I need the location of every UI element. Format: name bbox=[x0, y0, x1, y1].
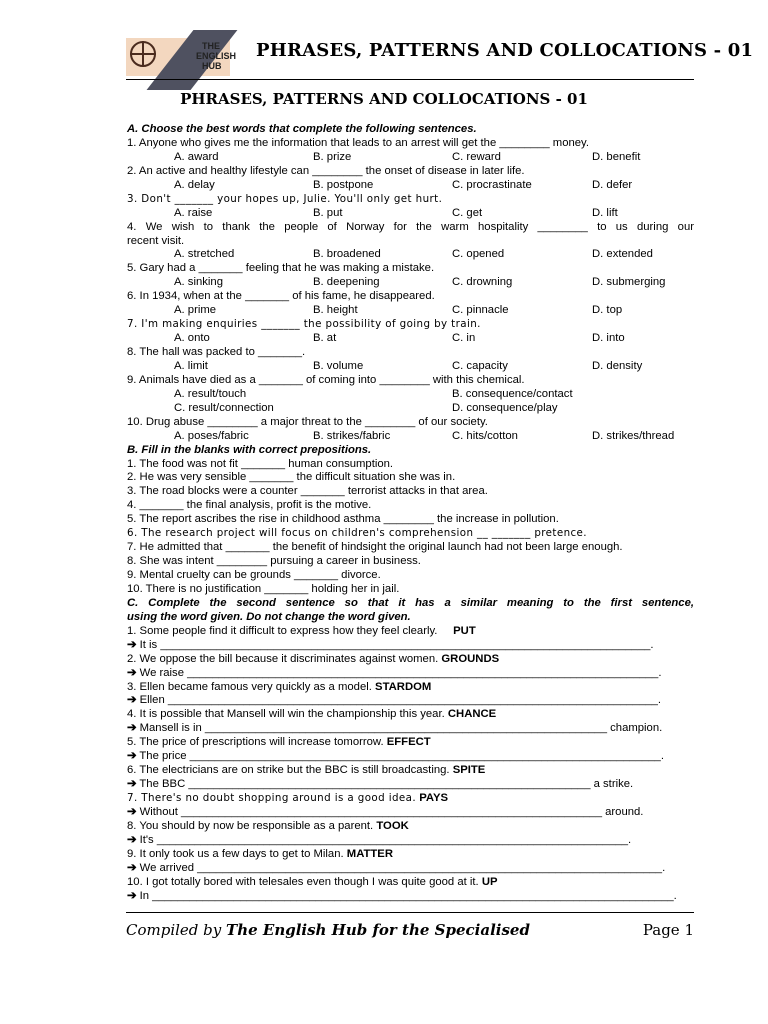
arrow-icon: ➔ bbox=[127, 889, 137, 902]
english-hub-logo bbox=[126, 38, 237, 76]
option: B. prize bbox=[313, 150, 352, 163]
question-b5: 5. The report ascribes the rise in childhood asthma ________ the increase in pollution. bbox=[127, 513, 559, 526]
question-a3: 3. Don't _______ your hopes up, Julie. You'll only get hurt. bbox=[127, 192, 443, 205]
options-a7 bbox=[127, 332, 694, 346]
option: A. onto bbox=[174, 332, 210, 345]
arrow-icon: ➔ bbox=[127, 833, 137, 846]
keyword: SPITE bbox=[452, 764, 486, 777]
question-c4 bbox=[127, 708, 694, 722]
option: A. prime bbox=[174, 304, 217, 317]
arrow-icon: ➔ bbox=[127, 805, 137, 818]
question-c1 bbox=[127, 625, 694, 639]
keyword: UP bbox=[481, 875, 498, 888]
section-b-heading: B. Fill in the blanks with correct prepositions. bbox=[127, 443, 372, 456]
section-a-heading: A. Choose the best words that complete the following sentences. bbox=[127, 123, 477, 135]
question-a6: 6. In 1934, when at the _______ of his fame, he disappeared. bbox=[127, 290, 435, 303]
question-text: 10. I got totally bored with telesales even though I was quite good at it. bbox=[127, 875, 479, 888]
answer-line: We arrived __________________________________________________________________________. bbox=[139, 861, 666, 874]
question-b1: 1. The food was not fit _______ human consumption. bbox=[127, 457, 394, 470]
option: C. hits/cotton bbox=[452, 429, 518, 442]
section-c-heading: C. Complete the second sentence so that it has a similar meaning to the first sentence, bbox=[127, 596, 694, 609]
answer-line: Without ___________________________________________________________________ around. bbox=[139, 805, 644, 818]
question-b8: 8. She was intent ________ pursuing a career in business. bbox=[127, 555, 421, 568]
section-c-heading-cont: using the word given. Do not change the word given. bbox=[127, 610, 411, 623]
worksheet-body bbox=[127, 123, 694, 904]
footer-rule bbox=[126, 912, 694, 913]
answer-line: In ___________________________________________________________________________________. bbox=[139, 889, 677, 902]
keyword: STARDOM bbox=[375, 680, 432, 693]
option: D. top bbox=[592, 304, 623, 317]
question-text: 5. The price of prescriptions will increase tomorrow. bbox=[127, 736, 384, 749]
footer-author: The English Hub for the Specialised bbox=[226, 921, 530, 939]
question-b9: 9. Mental cruelty can be grounds _______ divorce. bbox=[127, 569, 381, 581]
logo-text-the: THE bbox=[202, 41, 220, 51]
answer-line: Mansell is in ________________________________________________________________ champion. bbox=[139, 722, 663, 735]
option: D. lift bbox=[592, 206, 618, 219]
option: A. award bbox=[174, 150, 219, 163]
answer-line: It is ______________________________________________________________________________. bbox=[139, 638, 654, 651]
arrow-icon: ➔ bbox=[127, 778, 137, 791]
option: A. delay bbox=[174, 178, 215, 191]
option: A. limit bbox=[174, 359, 208, 372]
option: B. height bbox=[313, 304, 358, 317]
answer-c2 bbox=[127, 667, 694, 681]
question-a4: 4. We wish to thank the people of Norway for the warm hospitality ________ to us during our bbox=[127, 220, 694, 233]
option: A. result/touch bbox=[174, 387, 247, 400]
header-title: PHRASES, PATTERNS AND COLLOCATIONS - 01 bbox=[256, 40, 754, 61]
keyword: CHANCE bbox=[447, 708, 497, 721]
arrow-icon: ➔ bbox=[127, 694, 137, 707]
question-b6: 6. The research project will focus on children's comprehension __ _______ pretence. bbox=[127, 527, 587, 540]
options-a10 bbox=[127, 430, 694, 444]
answer-c5 bbox=[127, 750, 694, 764]
question-a1: 1. Anyone who gives me the information that leads to an arrest will get the ________ money. bbox=[127, 136, 589, 149]
option: A. raise bbox=[174, 206, 213, 219]
answer-c8 bbox=[127, 834, 694, 848]
option: C. procrastinate bbox=[452, 178, 532, 191]
option: A. sinking bbox=[174, 276, 223, 289]
options-a2 bbox=[127, 179, 694, 193]
page-number: Page 1 bbox=[642, 921, 694, 939]
question-a10: 10. Drug abuse ________ a major threat to the ________ of our society. bbox=[127, 415, 488, 428]
question-c5 bbox=[127, 736, 694, 750]
question-a7: 7. I'm making enquiries _______ the possibility of going by train. bbox=[127, 318, 481, 331]
option: B. volume bbox=[313, 359, 364, 372]
question-text: 9. It only took us a few days to get to Milan. bbox=[127, 847, 344, 860]
options-a1 bbox=[127, 151, 694, 165]
option: B. strikes/fabric bbox=[313, 429, 391, 442]
answer-c4 bbox=[127, 722, 694, 736]
question-text: 4. It is possible that Mansell will win the championship this year. bbox=[127, 708, 445, 721]
question-b3: 3. The road blocks were a counter _______ terrorist attacks in that area. bbox=[127, 485, 488, 498]
option: D. consequence/play bbox=[452, 401, 558, 414]
options-a3 bbox=[127, 207, 694, 221]
question-c7 bbox=[127, 792, 694, 806]
option: B. put bbox=[313, 206, 343, 219]
option: B. broadened bbox=[313, 248, 381, 261]
arrow-icon: ➔ bbox=[127, 638, 137, 651]
logo-text-hub: HUB bbox=[202, 61, 222, 71]
document-title: PHRASES, PATTERNS AND COLLOCATIONS - 01 bbox=[180, 90, 588, 108]
question-c3 bbox=[127, 681, 694, 695]
question-a2: 2. An active and healthy lifestyle can ________ the onset of disease in later life. bbox=[127, 164, 525, 177]
arrow-icon: ➔ bbox=[127, 750, 137, 763]
option: D. defer bbox=[592, 178, 633, 191]
keyword: PAYS bbox=[419, 792, 449, 804]
option: C. in bbox=[452, 332, 476, 345]
question-c9 bbox=[127, 848, 694, 862]
answer-c3 bbox=[127, 694, 694, 708]
keyword: EFFECT bbox=[386, 736, 431, 749]
arrow-icon: ➔ bbox=[127, 861, 137, 874]
answer-c7 bbox=[127, 806, 694, 820]
question-c10 bbox=[127, 876, 694, 890]
option: C. capacity bbox=[452, 359, 508, 372]
logo-text-english: ENGLISH bbox=[196, 51, 237, 61]
option: A. stretched bbox=[174, 248, 235, 261]
question-text: 6. The electricians are on strike but the BBC is still broadcasting. bbox=[127, 764, 450, 777]
compass-icon bbox=[130, 41, 156, 67]
options-a8 bbox=[127, 360, 694, 374]
option: C. drowning bbox=[452, 276, 513, 289]
question-b4: 4. _______ the final analysis, profit is the motive. bbox=[127, 499, 372, 512]
answer-c1 bbox=[127, 639, 694, 653]
options-a4 bbox=[127, 248, 694, 262]
option: D. extended bbox=[592, 248, 653, 261]
option: B. deepening bbox=[313, 276, 380, 289]
answer-c9 bbox=[127, 862, 694, 876]
question-a8: 8. The hall was packed to _______. bbox=[127, 346, 306, 358]
answer-line: The BBC ________________________________________________________________ a strike. bbox=[139, 778, 634, 791]
keyword: TOOK bbox=[376, 819, 409, 832]
option: B. consequence/contact bbox=[452, 387, 573, 400]
question-a5: 5. Gary had a _______ feeling that he was making a mistake. bbox=[127, 262, 435, 275]
option: B. postpone bbox=[313, 178, 374, 191]
option: D. density bbox=[592, 359, 643, 372]
options-a6 bbox=[127, 304, 694, 318]
footer-credit bbox=[126, 921, 530, 939]
option: B. at bbox=[313, 332, 337, 345]
options-a9-row1 bbox=[127, 388, 694, 402]
keyword: MATTER bbox=[346, 847, 394, 860]
question-text: 7. There's no doubt shopping around is a good idea. bbox=[127, 792, 417, 804]
question-a4-cont: recent visit. bbox=[127, 234, 185, 247]
option: D. benefit bbox=[592, 150, 641, 163]
option: C. opened bbox=[452, 248, 505, 261]
options-a9-row2 bbox=[127, 402, 694, 416]
question-c2 bbox=[127, 653, 694, 667]
option: C. reward bbox=[452, 150, 501, 163]
option: C. get bbox=[452, 206, 483, 219]
question-b10: 10. There is no justification _______ holding her in jail. bbox=[127, 582, 400, 595]
arrow-icon: ➔ bbox=[127, 666, 137, 679]
answer-c10 bbox=[127, 890, 694, 904]
header-rule bbox=[126, 79, 694, 80]
question-a9: 9. Animals have died as a _______ of coming into ________ with this chemical. bbox=[127, 373, 525, 386]
question-text: 3. Ellen became famous very quickly as a model. bbox=[127, 680, 372, 693]
arrow-icon: ➔ bbox=[127, 722, 137, 735]
answer-c6 bbox=[127, 778, 694, 792]
question-text: 8. You should by now be responsible as a parent. bbox=[127, 819, 374, 832]
keyword: GROUNDS bbox=[441, 652, 500, 665]
footer-prefix: Compiled by bbox=[126, 921, 222, 939]
option: A. poses/fabric bbox=[174, 429, 249, 442]
question-b2: 2. He was very sensible _______ the difficult situation she was in. bbox=[127, 471, 456, 484]
question-b7: 7. He admitted that _______ the benefit of hindsight the original launch had not been large enough. bbox=[127, 541, 623, 554]
answer-line: Ellen ______________________________________________________________________________. bbox=[139, 694, 662, 707]
answer-line: The price ___________________________________________________________________________. bbox=[139, 750, 664, 763]
options-a5 bbox=[127, 276, 694, 290]
option: D. strikes/thread bbox=[592, 429, 675, 442]
question-text: 1. Some people find it difficult to express how they feel clearly. bbox=[127, 624, 438, 637]
answer-line: We raise ___________________________________________________________________________. bbox=[139, 666, 662, 679]
question-c6 bbox=[127, 764, 694, 778]
answer-line: It's ___________________________________________________________________________. bbox=[139, 833, 632, 846]
option: D. submerging bbox=[592, 276, 666, 289]
option: D. into bbox=[592, 332, 625, 345]
question-c8 bbox=[127, 820, 694, 834]
keyword: PUT bbox=[453, 624, 476, 637]
option: C. result/connection bbox=[174, 401, 274, 414]
option: C. pinnacle bbox=[452, 304, 509, 317]
question-text: 2. We oppose the bill because it discriminates against women. bbox=[127, 652, 439, 665]
